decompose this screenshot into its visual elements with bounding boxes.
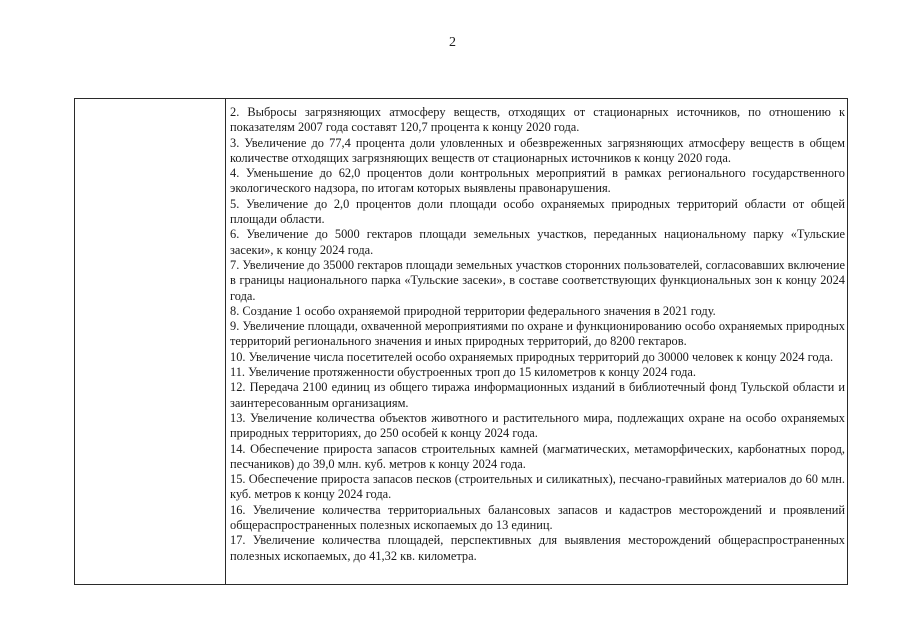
table-right-cell [226, 99, 847, 584]
indicator-item-4: 4. Уменьшение до 62,0 процентов доли контрольных мероприятий в рамках регионального государственного экологического надзора, по итогам которых выявлены правонарушения. [230, 166, 845, 196]
indicator-item-17: 17. Увеличение количества площадей, перспективных для выявления месторождений общераспространенных полезных ископаемых, до 41,32 кв. километра. [230, 533, 845, 563]
indicator-item-3: 3. Увеличение до 77,4 процента доли уловленных и обезвреженных загрязняющих атмосферу веществ в общем количестве отходящих загрязняющих веществ от стационарных источников к концу 2020 года. [230, 135, 845, 165]
indicator-item-7: 7. Увеличение до 35000 гектаров площади земельных участков сторонних пользователей, согласовавших включение в границы национального парка «Тульские засеки», в составе соответствующих функциональных зон к концу 2024 года. [230, 257, 845, 303]
indicator-item-5: 5. Увеличение до 2,0 процентов доли площади особо охраняемых природных территорий области от общей площади области. [230, 196, 845, 227]
indicator-item-11: 11. Увеличение протяженности обустроенных троп до 15 километров к концу 2024 года. [230, 365, 696, 380]
indicator-item-8: 8. Создание 1 особо охраняемой природной территории федерального значения в 2021 году. [230, 303, 716, 318]
table-left-cell [75, 99, 226, 584]
indicator-item-2: 2. Выбросы загрязняющих атмосферу веществ, отходящих от стационарных источников, по отношению к показателям 2007 года составят 120,7 процента к концу 2020 года. [230, 105, 845, 135]
indicators-table [74, 98, 848, 585]
indicator-item-15: 15. Обеспечение прироста запасов песков (строительных и силикатных), песчано-гравийных материалов до 60 млн. куб. метров к концу 2024 года. [230, 472, 845, 502]
indicator-item-9: 9. Увеличение площади, охваченной мероприятиями по охране и функционированию особо охраняемых природных территорий регионального значения и иных природных территорий, до 8200 гектаров. [230, 319, 845, 349]
indicator-item-12: 12. Передача 2100 единиц из общего тиража информационных изданий в библиотечный фонд Тульской области и заинтересованным организациям. [230, 380, 845, 410]
indicator-item-13: 13. Увеличение количества объектов животного и растительного мира, подлежащих охране на особо охраняемых природных территориях, до 250 особей к концу 2024 года. [230, 410, 845, 441]
indicator-item-16: 16. Увеличение количества территориальных балансовых запасов и кадастров месторождений и проявлений общераспространенных полезных ископаемых до 13 единиц. [230, 502, 845, 533]
indicator-item-10: 10. Увеличение числа посетителей особо охраняемых природных территорий до 30000 человек к концу 2024 года. [230, 349, 834, 364]
indicator-item-14: 14. Обеспечение прироста запасов строительных камней (магматических, метаморфических, карбонатных пород, песчаников) до 39,0 млн. куб. метров к концу 2024 года. [230, 441, 845, 471]
indicator-item-6: 6. Увеличение до 5000 гектаров площади земельных участков, переданных национальному парку «Тульские засеки», к концу 2024 года. [230, 227, 845, 257]
page-number: 2 [449, 35, 456, 50]
